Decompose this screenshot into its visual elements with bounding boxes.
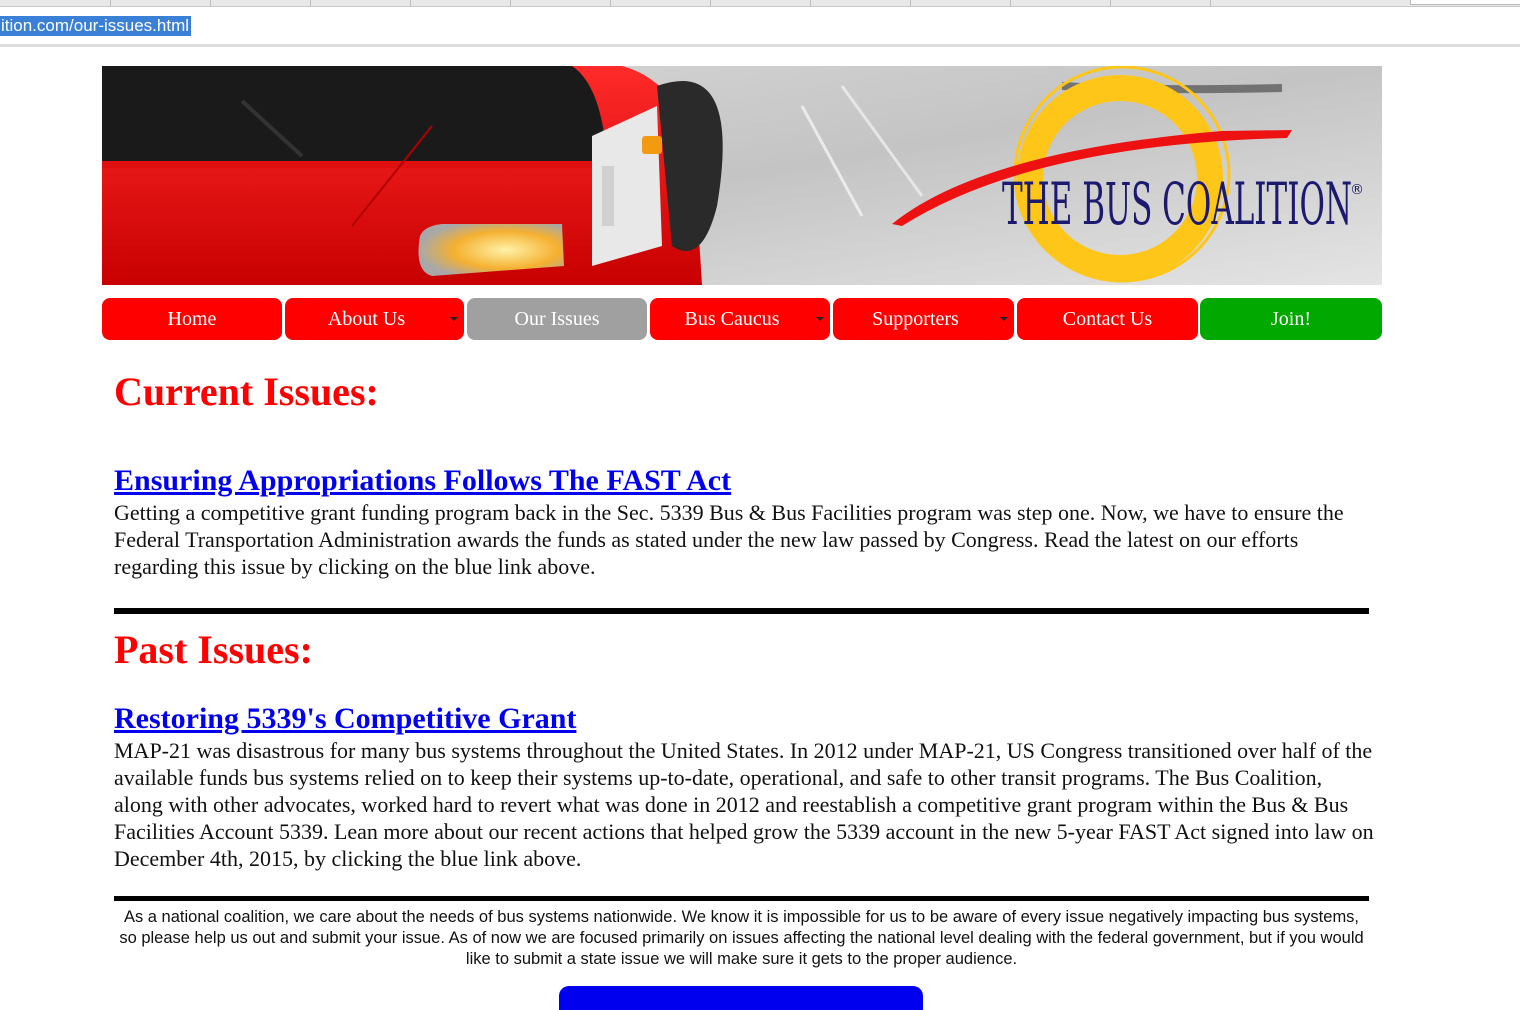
nav-home[interactable]: [102, 298, 282, 340]
dropdown-caret-icon: [816, 317, 824, 321]
nav-bus-caucus[interactable]: [650, 298, 830, 340]
issue-description: MAP-21 was disastrous for many bus systems throughout the United States. In 2012 under MAP-21, US Congress transitioned over half of the available funds bus systems relied on to keep their systems up-to-date, operational, and safe to other transit programs. The Bus Coalition, along with other advocates, worked hard to revert what was done in 2012 and reestablish a competitive grant program within the Bus & Bus Facilities Account 5339. Lean more about our recent actions that helped grow the 5339 account in the new 5-year FAST Act signed into law on December 4th, 2015, by clicking the blue link above.: [114, 738, 1374, 871]
nav-join-label: Join!: [1271, 307, 1311, 330]
submit-issue-button[interactable]: [559, 986, 923, 1010]
section-divider: [114, 608, 1369, 614]
logo-text: THE BUS COALITION: [1002, 170, 1352, 238]
nav-our-issues-label: Our Issues: [514, 307, 600, 330]
issue-description: Getting a competitive grant funding program back in the Sec. 5339 Bus & Bus Facilities program was step one. Now, we have to ensure the Federal Transportation Administration awards the funds as stated under the new law passed by Congress. Read the latest on our efforts regarding this issue by clicking on the blue link above.: [114, 500, 1344, 579]
current-issues-heading: Current Issues:: [114, 369, 379, 414]
dropdown-caret-icon: [450, 317, 458, 321]
section-divider: [114, 896, 1369, 901]
nav-join[interactable]: [1200, 298, 1382, 340]
nav-contact-us[interactable]: [1017, 298, 1198, 340]
nav-about-us[interactable]: [285, 298, 464, 340]
past-issues-heading: Past Issues:: [114, 627, 313, 672]
banner-image: [102, 66, 1382, 285]
nav-supporters[interactable]: [833, 298, 1014, 340]
dropdown-caret-icon: [1000, 317, 1008, 321]
header-banner: [102, 66, 1382, 285]
nav-home-label: Home: [167, 307, 217, 330]
registered-mark: ®: [1350, 182, 1364, 198]
nav-contact-us-label: Contact Us: [1062, 307, 1153, 330]
browser-divider: [0, 44, 1520, 47]
main-nav: [102, 298, 1382, 340]
nav-our-issues[interactable]: [467, 298, 647, 340]
submit-issue-note: As a national coalition, we care about the needs of bus systems nationwide. We know it is impossible for us to be aware of every issue negatively impacting bus systems, so please help us out and submit your issue. As of now we are focused primarily on issues affecting the national level dealing with the federal government, but if you would like to submit a state issue we will make sure it gets to the proper audience.: [119, 908, 1364, 968]
nav-supporters-label: Supporters: [872, 307, 959, 330]
issue-link-fast-act[interactable]: Ensuring Appropriations Follows The FAST Act: [114, 464, 732, 497]
address-url-text[interactable]: ition.com/our-issues.html: [1, 16, 190, 35]
address-bar[interactable]: [0, 8, 1520, 45]
browser-tab-strip: [0, 0, 1520, 7]
issue-link-5339-grant[interactable]: Restoring 5339's Competitive Grant: [114, 702, 577, 735]
nav-about-us-label: About Us: [327, 307, 406, 330]
nav-bus-caucus-label: Bus Caucus: [684, 307, 780, 330]
